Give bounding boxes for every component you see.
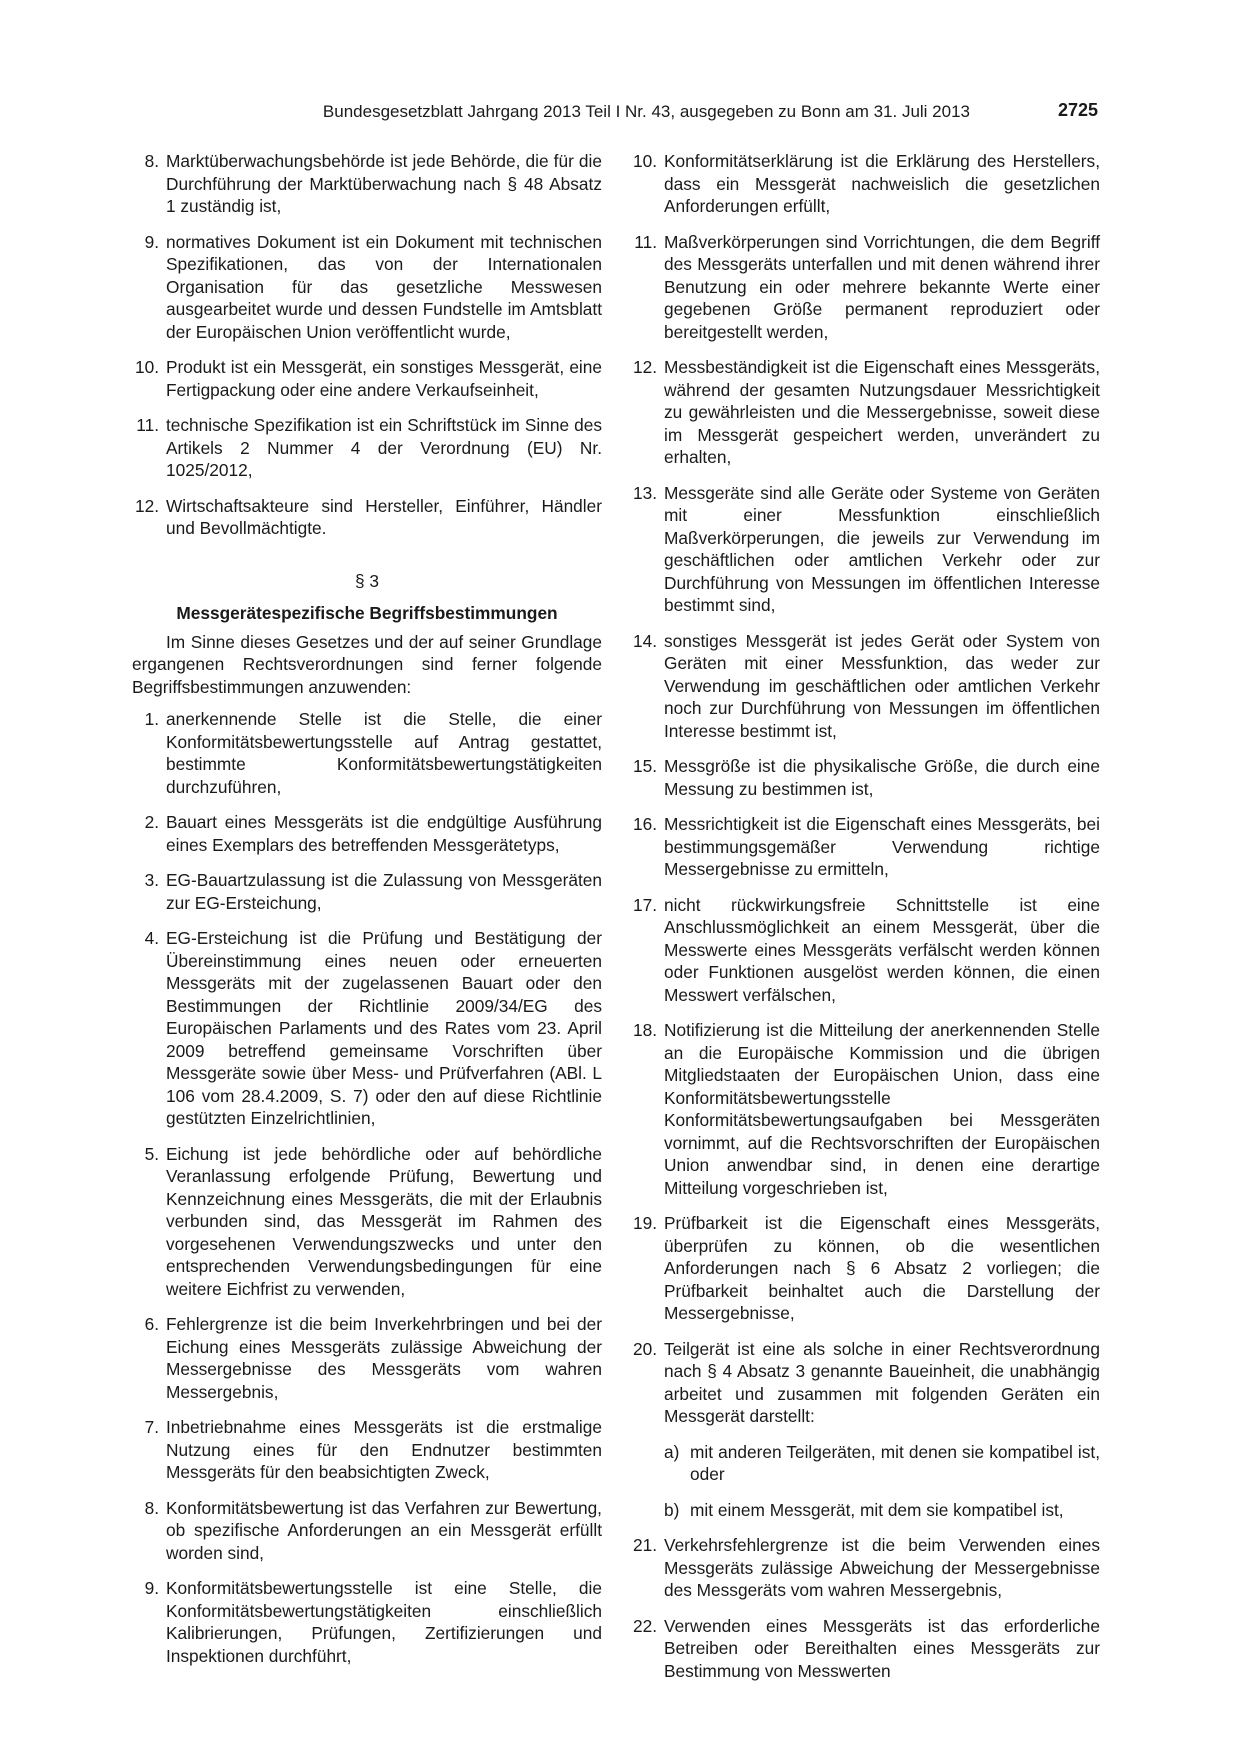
definition-item — [132, 495, 602, 540]
definition-item — [630, 356, 1100, 469]
item-text: Messbeständigkeit ist die Eigenschaft eines Messgeräts, während der gesamten Nutzungsdauer Messrichtigkeit zu gewährleisten und die Messergebnisse, soweit diese im Messgerät gespeichert werden, unverändert zu erhalten, — [664, 357, 1100, 467]
definition-item — [132, 811, 602, 856]
definition-item — [132, 1416, 602, 1484]
item-text: Verwenden eines Messgeräts ist das erforderliche Betreiben oder Bereithalten eines Messgeräts zur Bestimmung von Messwerten — [664, 1615, 1100, 1681]
item-text: mit anderen Teilgeräten, mit denen sie kompatibel ist, oder — [690, 1441, 1100, 1484]
item-text: Prüfbarkeit ist die Eigenschaft eines Messgeräts, überprüfen zu können, ob die wesentlichen Anforderungen nach § 6 Absatz 2 vorliegen; die Prüfbarkeit beinhaltet auch die Darstellung der Messergebnisse, — [664, 1213, 1100, 1323]
definition-item — [630, 1019, 1100, 1199]
item-text: Konformitätserklärung ist die Erklärung des Herstellers, dass ein Messgerät nachweislich die gesetzlichen Anforderungen erfüllt, — [664, 151, 1100, 216]
item-text: mit einem Messgerät, mit dem sie kompatibel ist, — [690, 1499, 1064, 1520]
item-number: 19. — [632, 1213, 657, 1233]
item-number: 11. — [136, 415, 159, 435]
item-number: 2. — [144, 812, 159, 832]
definition-item — [630, 1212, 1100, 1325]
definition-item — [132, 927, 602, 1130]
sub-list-item — [630, 1441, 1100, 1486]
section-title: Messgerätespezifische Begriffsbestimmungen — [176, 603, 558, 623]
item-number: 7. — [144, 1417, 159, 1437]
item-text: Eichung ist jede behördliche oder auf behördliche Veranlassung erfolgende Prüfung, Bewertung und Kennzeichnung eines Messgeräts, die mit der Erlaubnis verbunden sind, das Messgerät im Rahmen des vorgesehenen Verwendungszwecks und unter den entsprechenden Verwendungsbedingungen für eine weitere Eichfrist zu verwenden, — [166, 1143, 602, 1299]
running-title: Bundesgesetzblatt Jahrgang 2013 Teil I Nr. 43, ausgegeben zu Bonn am 31. Juli 2013 — [322, 102, 970, 121]
page-number: 2725 — [1058, 100, 1099, 120]
item-text: Messrichtigkeit ist die Eigenschaft eines Messgeräts, bei bestimmungsgemäßer Verwendung richtige Messergebnisse zu ermitteln, — [664, 814, 1100, 879]
item-text: Messgröße ist die physikalische Größe, die durch eine Messung zu bestimmen ist, — [664, 756, 1100, 799]
right-column — [630, 150, 1100, 1695]
definition-item — [630, 813, 1100, 881]
item-text: nicht rückwirkungsfreie Schnittstelle ist eine Anschlussmöglichkeit an einem Messgerät, über die Messwerte eines Messgeräts verfälscht werden können oder Funktionen ausgelöst werden können, die einen Messwert verfälschen, — [664, 894, 1100, 1005]
left-column — [132, 150, 602, 1680]
item-number: 11. — [634, 231, 657, 252]
definition-item — [132, 1577, 602, 1667]
sub-list-item — [630, 1499, 1100, 1522]
definition-item — [630, 1338, 1100, 1428]
item-text: EG-Ersteichung ist die Prüfung und Bestätigung der Übereinstimmung eines neuen oder erneuerten Messgeräts mit der zugelassenen Bauart oder den Bestimmungen der Richtlinie 2009/34/EG des Europäischen Parlaments und des Rates vom 23. April 2009 betreffend gemeinsame Vorschriften über Messgeräte sowie über Mess- und Prüfverfahren (ABl. L 106 vom 28.4.2009, S. 7) oder den auf diese Richtlinie gestützten Einzelrichtlinien, — [166, 928, 602, 1128]
definition-item — [630, 630, 1100, 743]
item-number: 4. — [144, 928, 159, 948]
item-number: a) — [664, 1441, 680, 1462]
item-number: 5. — [144, 1143, 159, 1164]
definition-item — [630, 231, 1100, 344]
item-text: Konformitätsbewertung ist das Verfahren zur Bewertung, ob spezifische Anforderungen an ein Messgerät erfüllt worden sind, — [166, 1497, 602, 1563]
item-number: 22. — [632, 1615, 657, 1636]
item-number: 20. — [632, 1338, 657, 1359]
item-number: 17. — [632, 894, 657, 915]
item-number: 14. — [632, 630, 657, 651]
section-intro: Im Sinne dieses Gesetzes und der auf seiner Grundlage ergangenen Rechtsverordnungen sind ferner folgende Begriffsbestimmungen anzuwenden: — [132, 631, 602, 697]
definition-item — [132, 708, 602, 798]
definition-item — [630, 1615, 1100, 1683]
item-text: Wirtschaftsakteure sind Hersteller, Einführer, Händler und Bevollmächtigte. — [166, 495, 602, 538]
item-text: sonstiges Messgerät ist jedes Gerät oder System von Geräten mit einer Messfunktion, das weder zur Verwendung im geschäftlichen oder amtlichen Verkehr noch zur Durchführung von Messungen im öffentlichen Interesse bestimmt ist, — [664, 630, 1100, 741]
item-number: 12. — [632, 357, 657, 377]
item-number: 3. — [144, 870, 159, 890]
item-number: 15. — [632, 756, 657, 776]
definition-item — [630, 482, 1100, 617]
item-number: 9. — [144, 1578, 159, 1598]
item-text: Notifizierung ist die Mitteilung der anerkennenden Stelle an die Europäische Kommission und die übrigen Mitgliedstaaten der Europäischen Union, dass eine Konformitätsbewertungsstelle Konformitätsbewertungsaufgaben bei Messgeräten vornimmt, auf die Rechtsvorschriften der Europäischen Union anwendbar sind, in denen eine derartige Mitteilung vorgeschrieben ist, — [664, 1020, 1100, 1198]
definition-item — [132, 1497, 602, 1565]
definition-item — [132, 356, 602, 401]
item-number: b) — [664, 1499, 680, 1520]
definition-item — [132, 1313, 602, 1403]
item-number: 10. — [134, 357, 159, 377]
item-number: 12. — [134, 495, 159, 516]
item-text: Teilgerät ist eine als solche in einer Rechtsverordnung nach § 4 Absatz 3 genannte Baueinheit, die unabhängig arbeitet und zusammen mit folgenden Geräten ein Messgerät darstellt: — [664, 1338, 1100, 1426]
item-number: 8. — [144, 1497, 159, 1518]
item-text: Bauart eines Messgeräts ist die endgültige Ausführung eines Exemplars des betreffenden Messgerätetyps, — [166, 812, 602, 855]
item-text: anerkennende Stelle ist die Stelle, die einer Konformitätsbewertungsstelle auf Antrag gestattet, bestimmte Konformitätsbewertungstätigkeiten durchzuführen, — [166, 709, 602, 797]
definition-item — [132, 231, 602, 344]
item-number: 6. — [144, 1314, 159, 1334]
definition-item — [132, 1143, 602, 1301]
item-text: technische Spezifikation ist ein Schriftstück im Sinne des Artikels 2 Nummer 4 der Verordnung (EU) Nr. 1025/2012, — [166, 415, 602, 480]
item-text: Inbetriebnahme eines Messgeräts ist die erstmalige Nutzung eines für den Endnutzer bestimmten Messgeräts für den beabsichtigten Zweck, — [166, 1417, 602, 1482]
item-number: 18. — [632, 1020, 657, 1040]
definition-item — [132, 869, 602, 914]
item-number: 1. — [144, 709, 159, 729]
item-text: EG-Bauartzulassung ist die Zulassung von Messgeräten zur EG-Ersteichung, — [166, 870, 602, 913]
item-number: 21. — [632, 1535, 657, 1555]
item-number: 8. — [144, 151, 159, 171]
section-sign: § 3 — [354, 570, 380, 591]
item-text: Fehlergrenze ist die beim Inverkehrbringen und bei der Eichung eines Messgeräts zulässige Abweichung der Messergebnisse des Messgeräts vom wahren Messergebnis, — [166, 1314, 602, 1402]
item-text: Messgeräte sind alle Geräte oder Systeme von Geräten mit einer Messfunktion einschließlich Maßverkörperungen, die jeweils zur Verwendung im geschäftlichen oder amtlichen Verkehr oder zur Durchführung von Messungen im öffentlichen Interesse bestimmt sind, — [664, 482, 1100, 615]
item-text: Marktüberwachungsbehörde ist jede Behörde, die für die Durchführung der Marktüberwachung nach § 48 Absatz 1 zuständig ist, — [166, 151, 602, 216]
definition-item — [132, 414, 602, 482]
item-text: normatives Dokument ist ein Dokument mit technischen Spezifikationen, das von der Internationalen Organisation für das gesetzliche Messwesen ausgearbeitet wurde und dessen Fundstelle im Amtsblatt der Europäischen Union veröffentlicht wurde, — [166, 231, 602, 342]
definition-item — [630, 1534, 1100, 1602]
definition-item — [132, 150, 602, 218]
item-number: 13. — [632, 482, 657, 503]
definition-item — [630, 755, 1100, 800]
item-text: Konformitätsbewertungsstelle ist eine Stelle, die Konformitätsbewertungstätigkeiten einschließlich Kalibrierungen, Prüfungen, Zertifizierungen und Inspektionen durchführt, — [166, 1578, 602, 1666]
item-text: Maßverkörperungen sind Vorrichtungen, die dem Begriff des Messgeräts unterfallen und mit denen während ihrer Benutzung ein oder mehrere bekannte Werte einer gegebenen Größe permanent reproduziert oder bereitgestellt werden, — [664, 231, 1100, 342]
item-text: Verkehrsfehlergrenze ist die beim Verwenden eines Messgeräts zulässige Abweichung der Messergebnisse des Messgeräts vom wahren Messergebnis, — [664, 1535, 1100, 1600]
page-header — [0, 101, 1100, 131]
definition-item — [630, 894, 1100, 1007]
definition-item — [630, 150, 1100, 218]
item-number: 10. — [632, 151, 657, 171]
item-number: 16. — [632, 814, 657, 834]
item-number: 9. — [144, 231, 159, 252]
item-text: Produkt ist ein Messgerät, ein sonstiges Messgerät, eine Fertigpackung oder eine andere Verkaufseinheit, — [166, 357, 602, 400]
